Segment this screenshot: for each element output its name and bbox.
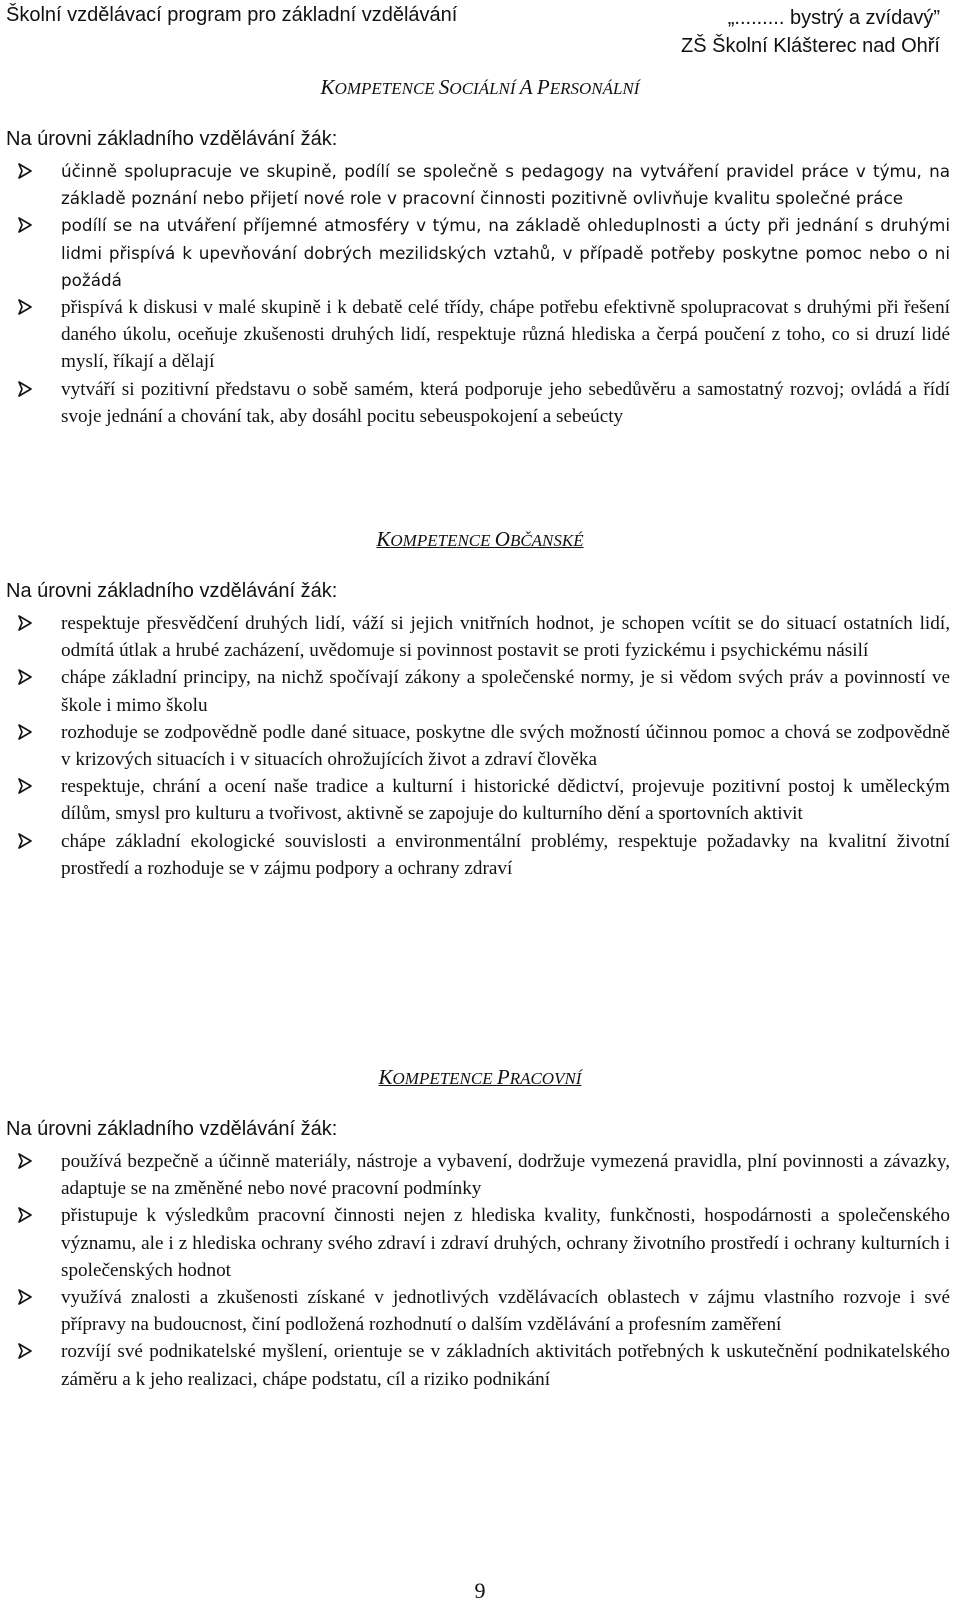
- list-item: rozhoduje se zodpovědně podle dané situace, poskytne dle svých možností účinnou pomoc a chová se zodpovědně v krizových situacích i v situacích ohrožujících život a zdraví člověka: [18, 719, 950, 773]
- page-number: 9: [474, 1578, 486, 1603]
- arrowhead-bullet-icon: [18, 217, 32, 233]
- list-item: chápe základní principy, na nichž spočívají zákony a společenské normy, je si vědom svých práv a povinností ve škole i mimo školu: [18, 664, 950, 718]
- arrowhead-bullet-icon: [18, 1153, 32, 1169]
- list-social: [18, 158, 950, 430]
- arrowhead-bullet-icon: [18, 1289, 32, 1305]
- arrowhead-bullet-icon: [18, 1207, 32, 1223]
- list-item: respektuje, chrání a ocení naše tradice a kulturní i historické dědictví, projevuje pozitivní postoj k uměleckým dílům, smysl pro kulturu a tvořivost, aktivně se zapojuje do kulturního dění a sportovních aktivit: [18, 773, 950, 827]
- arrowhead-bullet-icon: [18, 381, 32, 397]
- header-school-name: ZŠ Školní Klášterec nad Ohří: [680, 35, 940, 57]
- list-item: podílí se na utváření příjemné atmosféry v týmu, na základě ohleduplnosti a úcty při jednání s druhými lidmi přispívá k upevňování dobrých mezilidských vztahů, v případě potřeby poskytne pomoc nebo o ni požádá: [18, 212, 950, 294]
- arrowhead-bullet-icon: [18, 299, 32, 315]
- header-school: [681, 4, 940, 60]
- list-item: používá bezpečně a účinně materiály, nástroje a vybavení, dodržuje vymezená pravidla, plní povinnosti a závazky, adaptuje se na změněné nebo nové pracovní podmínky: [18, 1148, 950, 1202]
- arrowhead-bullet-icon: [18, 669, 32, 685]
- header-program-title: Školní vzdělávací program pro základní vzdělávání: [6, 4, 458, 26]
- header-motto: „......... bystrý a zvídavý”: [727, 7, 940, 29]
- list-work: [18, 1148, 950, 1393]
- arrowhead-bullet-icon: [18, 778, 32, 794]
- list-item: rozvíjí své podnikatelské myšlení, orientuje se v základních aktivitách potřebných k uskutečnění podnikatelského záměru a k jeho realizaci, chápe podstatu, cíl a riziko podnikání: [18, 1338, 950, 1392]
- section-heading-civic: KOMPETENCE OBČANSKÉ: [376, 527, 584, 551]
- arrowhead-bullet-icon: [18, 724, 32, 740]
- list-item: vytváří si pozitivní představu o sobě samém, která podporuje jeho sebedůvěru a samostatný rozvoj; ovládá a řídí svoje jednání a chování tak, aby dosáhl pocitu sebeuspokojení a sebeúcty: [18, 376, 950, 430]
- arrowhead-bullet-icon: [18, 833, 32, 849]
- section-intro-work: Na úrovni základního vzdělávání žák:: [6, 1118, 338, 1140]
- arrowhead-bullet-icon: [18, 615, 32, 631]
- list-civic: [18, 610, 950, 882]
- section-intro-social: Na úrovni základního vzdělávání žák:: [6, 128, 338, 150]
- list-item: respektuje přesvědčení druhých lidí, váží si jejich vnitřních hodnot, je schopen vcítit se do situací ostatních lidí, odmítá útlak a hrubé zacházení, uvědomuje si povinnost postavit se proti fyzickému i psychickému násilí: [18, 610, 950, 664]
- arrowhead-bullet-icon: [18, 163, 32, 179]
- list-item: přistupuje k výsledkům pracovní činnosti nejen z hlediska kvality, funkčnosti, hospodárnosti a společenského významu, ale i z hlediska ochrany svého zdraví i zdraví druhých, ochrany životního prostředí i ochrany kulturních i společenských hodnot: [18, 1202, 950, 1284]
- list-item: přispívá k diskusi v malé skupině i k debatě celé třídy, chápe potřebu efektivně spolupracovat s druhými při řešení daného úkolu, oceňuje zkušenosti druhých lidí, respektuje různá hlediska a čerpá poučení z toho, co si druzí lidé myslí, říkají a dělají: [18, 294, 950, 376]
- section-intro-civic: Na úrovni základního vzdělávání žák:: [6, 580, 338, 602]
- list-item: využívá znalosti a zkušenosti získané v jednotlivých vzdělávacích oblastech v zájmu vlastního rozvoje i své přípravy na budoucnost, činí podložená rozhodnutí o dalším vzdělávání a profesním zaměření: [18, 1284, 950, 1338]
- arrowhead-bullet-icon: [18, 1343, 32, 1359]
- list-item: chápe základní ekologické souvislosti a environmentální problémy, respektuje požadavky na kvalitní životní prostředí a rozhoduje se v zájmu podpory a ochrany zdraví: [18, 828, 950, 882]
- section-heading-social: KOMPETENCE SOCIÁLNÍ A PERSONÁLNÍ: [320, 75, 640, 99]
- section-heading-work: KOMPETENCE PRACOVNÍ: [378, 1065, 582, 1089]
- list-item: účinně spolupracuje ve skupině, podílí se společně s pedagogy na vytváření pravidel práce v týmu, na základě poznání nebo přijetí nové role v pracovní činnosti pozitivně ovlivňuje kvalitu společné práce: [18, 158, 950, 212]
